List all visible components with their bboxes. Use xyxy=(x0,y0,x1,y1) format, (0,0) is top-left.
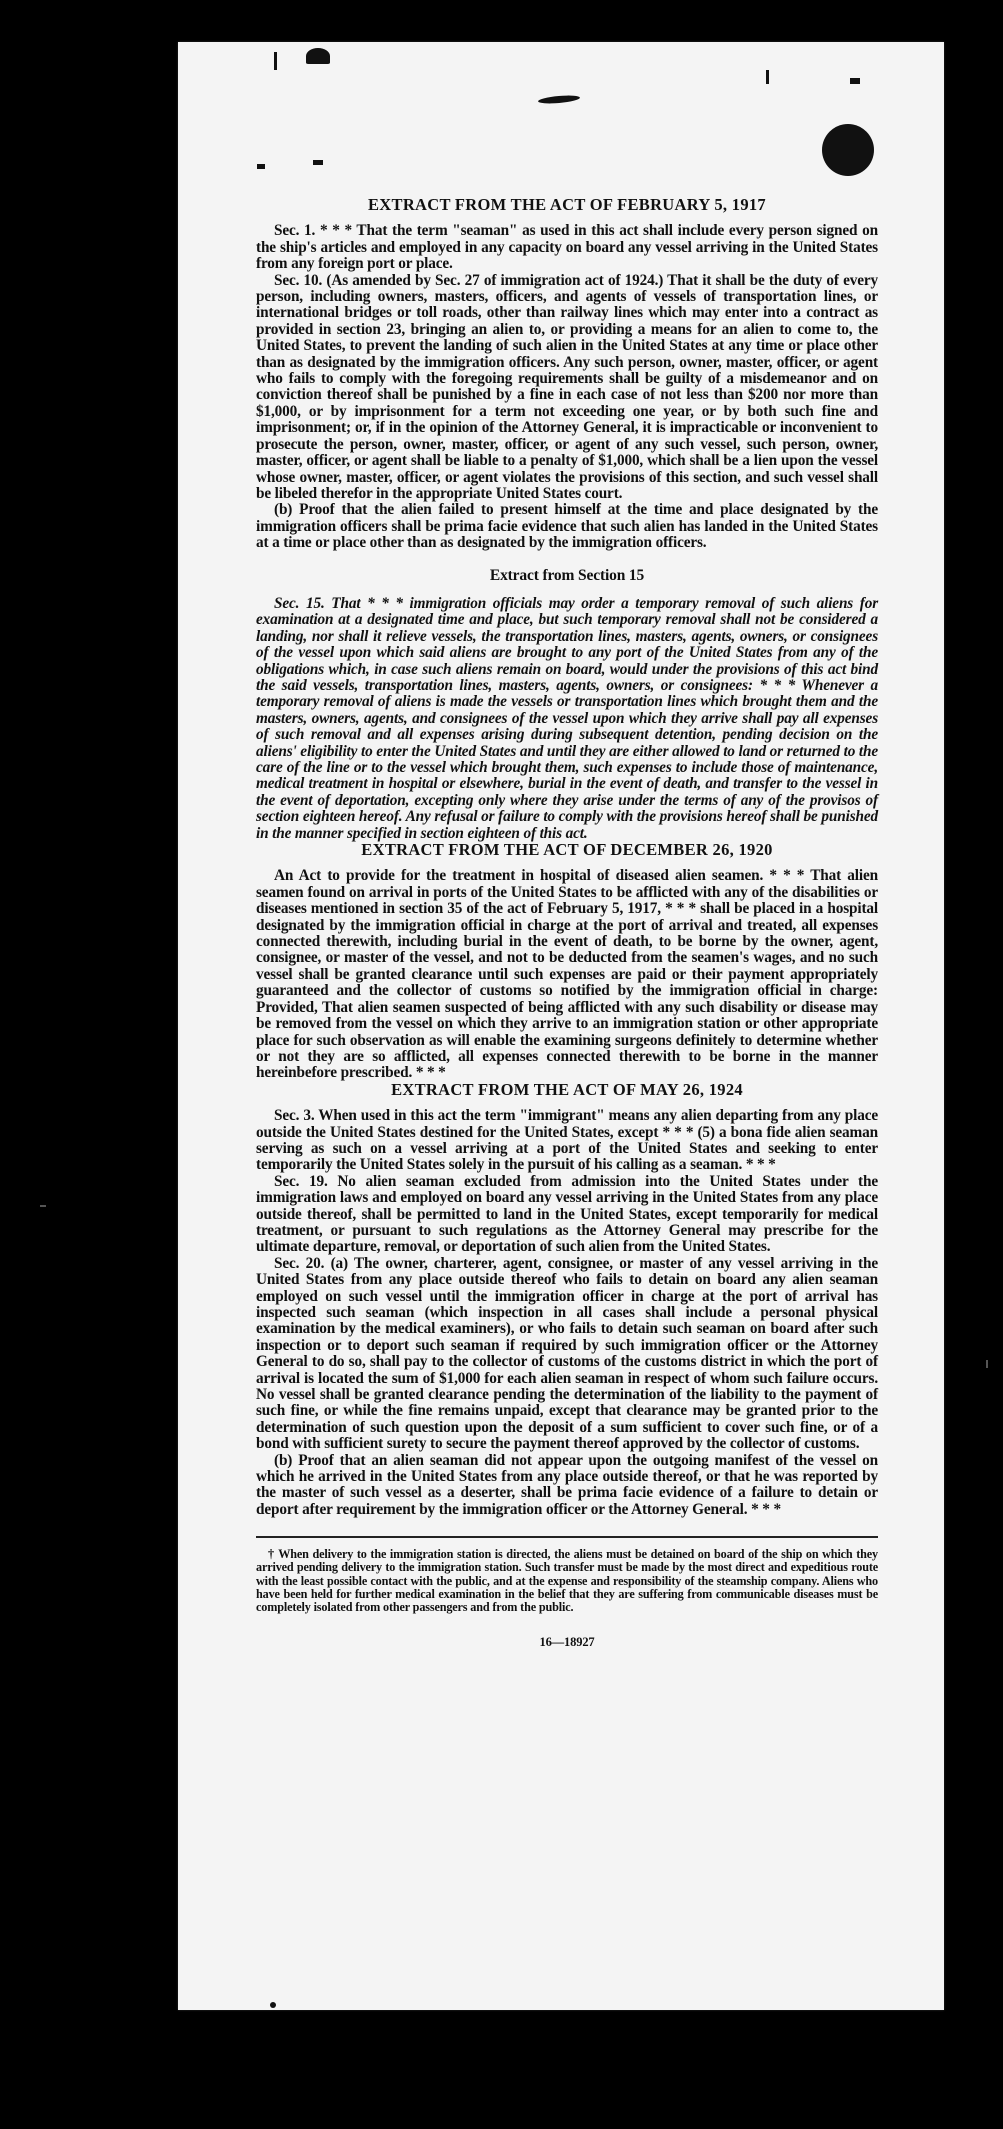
subsection-heading: Extract from Section 15 xyxy=(489,566,645,584)
section-heading: EXTRACT FROM THE ACT OF DECEMBER 26, 1920 xyxy=(361,840,773,860)
scan-speck xyxy=(270,2002,276,2008)
footnote-text: † When delivery to the immigration station is directed, the aliens must be detained on board of the ship on which they arrived pending delivery to the immigration station. Such transfer must be made by the most direct and expeditious route with the least possible contact with the public, and at the expense and responsibility of the steamship company. Aliens who have been held for further medical examination in the belief that they are suffering from communicable diseases must be completely isolated from other passengers and from the public. xyxy=(256,1547,878,1615)
scan-speck xyxy=(257,164,265,169)
scan-speck xyxy=(306,48,330,64)
page-number: 16—18927 xyxy=(539,1635,595,1650)
footnote xyxy=(256,1548,878,1614)
section-heading: EXTRACT FROM THE ACT OF FEBRUARY 5, 1917 xyxy=(368,195,766,214)
paragraph: Sec. 1. * * * That the term "seaman" as used in this act shall include every person signed on the ship's articles and employed in any capacity on board any vessel arriving in the United States from any foreign port or place. xyxy=(256,222,878,273)
paragraph: (b) Proof that the alien failed to present himself at the time and place designated by the immigration officers shall be prima facie evidence that such alien has landed in the United States at a time or place other than as designated by the immigration officers. xyxy=(256,501,878,552)
scan-speck xyxy=(986,1360,988,1368)
scan-speck xyxy=(40,1205,46,1207)
scan-speck xyxy=(766,70,769,84)
scan-speck xyxy=(274,52,277,70)
scan-speck xyxy=(538,94,580,105)
paragraph: Sec. 10. (As amended by Sec. 27 of immigration act of 1924.) That it shall be the duty of every person, including owners, masters, officers, and agents of vessels of transportation lines, or international bridges or toll roads, other than railway lines which may enter into a contract as provided in section 23, bringing an alien to, or providing a means for an alien to come to, the United States, to prevent the landing of such alien in the United States at any time or place other than as designated by the immigration officers. Any such person, owner, master, officer, or agent who fails to comply with the foregoing requirements shall be guilty of a misdemeanor and on conviction thereof shall be punished by a fine in each case of not less than $200 nor more than $1,000, or by imprisonment for a term not exceeding one year, or by both such fine and imprisonment; or, if in the opinion of the Attorney General, it is impracticable or inconvenient to prosecute the person, owner, master, officer, or agent of any such vessel, such person, owner, master, officer, or agent shall be liable to a penalty of $1,000, which shall be a lien upon the vessel whose owner, master, officer, or agent violates the provisions of this section, and such vessel shall be libeled therefor in the appropriate United States court. xyxy=(256,271,878,502)
scan-speck xyxy=(313,160,323,165)
paragraph: An Act to provide for the treatment in hospital of diseased alien seamen. * * * That alien seamen found on arrival in ports of the United States to be afflicted with any of the disabilities or diseases mentioned in section 35 of the act of February 5, 1917, * * * shall be placed in a hospital designated by the immigration official in charge at the port of arrival and treated, all expenses connected therewith, including burial in the event of death, to be borne by the owner, agent, consignee, or master of the vessel, and not to be deducted from the seamen's wages, and no such vessel shall be granted clearance until such expenses are paid or their payment appropriately guaranteed and the collector of customs so notified by the immigration official in charge: Provided, That alien seamen suspected of being afflicted with any such disability or disease may be removed from the vessel on which they arrive to an immigration station or other appropriate place for such observation as will enable the examining surgeons definitely to determine whether or not they are so afflicted, all expenses connected therewith to be borne in the manner hereinbefore prescribed. * * * xyxy=(256,867,878,1082)
paragraph: Sec. 19. No alien seaman excluded from admission into the United States under the immigration laws and employed on board any vessel arriving in the United States from any place outside thereof, shall be permitted to land in the United States, except temporarily for medical treatment, or pursuant to such regulations as the Attorney General may prescribe for the ultimate departure, removal, or deportation of such alien from the United States. xyxy=(256,1172,878,1256)
paragraph: Sec. 20. (a) The owner, charterer, agent, consignee, or master of any vessel arriving in the United States from any place outside thereof who fails to detain on board any alien seaman employed on such vessel until the immigration officer in charge at the port of arrival has inspected such seaman (which inspection in all cases shall include a personal physical examination by the medical examiners), or who fails to detain such seaman on board after such inspection or to deport such seaman if required by such immigration officer or the Attorney General to do so, shall pay to the collector of customs of the customs district in which the port of arrival is located the sum of $1,000 for each alien seaman in respect of whom such failure occurs. No vessel shall be granted clearance pending the determination of the liability to the payment of such fine, or while the fine remains unpaid, except that clearance may be granted prior to the determination of such question upon the deposit of a sum sufficient to cover such fine, or of a bond with sufficient surety to secure the payment thereof approved by the collector of customs. xyxy=(256,1254,878,1453)
section-heading: EXTRACT FROM THE ACT OF MAY 26, 1924 xyxy=(391,1079,743,1099)
paragraph: Sec. 15. That * * * immigration officials may order a temporary removal of such aliens for examination at a designated time and place, but such temporary removal shall not be considered a landing, nor shall it relieve vessels, the transportation lines, masters, agents, owners, or consignees of the vessel upon which said aliens are brought to any port of the United States from any of the obligations which, in case such aliens remain on board, would under the provisions of this act bind the said vessels, transportation lines, masters, agents, owners, or consignees: * * * Whenever a temporary removal of aliens is made the vessels or transportation lines which brought them and the masters, owners, agents, and consignees of the vessel upon which they arrive shall pay all expenses of such removal and all expenses arising during subsequent detention, pending decision on the aliens' eligibility to enter the United States and until they are either allowed to land or returned to the care of the line or to the vessel which brought them, such expenses to include those of maintenance, medical treatment in hospital or elsewhere, burial in the event of death, and transfer to the vessel in the event of deportation, excepting only where they arise under the terms of any of the provisos of section eighteen hereof. Any refusal or failure to comply with the provisions hereof shall be punished in the manner specified in section eighteen of this act. xyxy=(256,594,878,842)
paragraph: Sec. 3. When used in this act the term "immigrant" means any alien departing from any place outside the United States destined for the United States, except * * * (5) a bona fide alien seaman serving as such on a vessel arriving at a port of the United States and seeking to enter temporarily the United States solely in the pursuit of his calling as a seaman. * * * xyxy=(256,1107,878,1174)
punch-hole xyxy=(822,124,874,176)
footnote-divider xyxy=(256,1536,878,1538)
document-body xyxy=(256,197,878,1651)
document-page xyxy=(178,42,944,2010)
paragraph: (b) Proof that an alien seaman did not appear upon the outgoing manifest of the vessel on which he arrived in the United States from any place outside thereof, or that he was reported by the master of such vessel as a deserter, shall be prima facie evidence of a failure to detain or deport after requirement by the immigration officer or the Attorney General. * * * xyxy=(256,1451,878,1518)
scan-speck xyxy=(850,78,860,84)
